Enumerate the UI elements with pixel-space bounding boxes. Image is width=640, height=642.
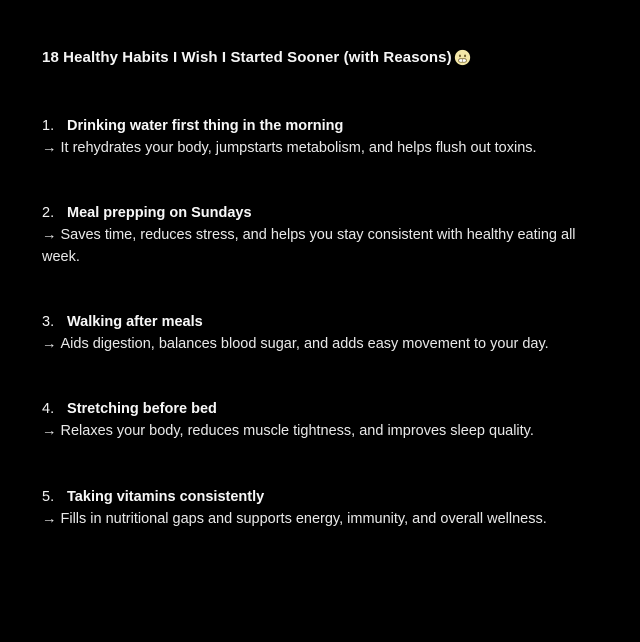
habit-title: Walking after meals <box>67 314 203 330</box>
reason-text: Aids digestion, balances blood sugar, and adds easy movement to your day. <box>60 336 549 352</box>
habit-reason <box>42 137 587 159</box>
post-title-text: 18 Healthy Habits I Wish I Started Sooner (with Reasons) <box>42 49 452 66</box>
list-item <box>42 398 602 442</box>
item-number: 3. <box>42 314 55 330</box>
habit-title: Drinking water first thing in the morning <box>67 118 344 134</box>
habit-reason <box>42 224 587 268</box>
list-item <box>42 311 602 355</box>
arrow-icon: → <box>42 511 57 527</box>
reason-text: Fills in nutritional gaps and supports energy, immunity, and overall wellness. <box>60 511 547 527</box>
arrow-icon: → <box>42 140 57 156</box>
item-number: 1. <box>42 118 55 134</box>
arrow-icon: → <box>42 227 57 243</box>
habit-reason <box>42 333 587 355</box>
list-item <box>42 202 602 268</box>
habit-title: Stretching before bed <box>67 401 217 417</box>
reason-text: Saves time, reduces stress, and helps you stay consistent with healthy eating all week. <box>42 227 576 265</box>
item-number: 5. <box>42 489 55 505</box>
item-number: 2. <box>42 205 55 221</box>
item-heading <box>42 202 602 224</box>
habit-title: Taking vitamins consistently <box>67 489 265 505</box>
item-heading <box>42 311 602 333</box>
habit-reason <box>42 420 587 442</box>
arrow-icon: → <box>42 423 57 439</box>
item-heading <box>42 398 602 420</box>
reason-text: Relaxes your body, reduces muscle tightness, and improves sleep quality. <box>60 423 534 439</box>
habit-title: Meal prepping on Sundays <box>67 205 252 221</box>
reason-text: It rehydrates your body, jumpstarts metabolism, and helps flush out toxins. <box>60 140 537 156</box>
item-heading <box>42 115 602 137</box>
arrow-icon: → <box>42 336 57 352</box>
item-number: 4. <box>42 401 55 417</box>
list-item <box>42 115 602 159</box>
list-item <box>42 486 602 530</box>
smiling-face-emoji-icon <box>454 49 471 66</box>
habit-reason <box>42 508 587 530</box>
post-title <box>42 49 471 66</box>
item-heading <box>42 486 602 508</box>
